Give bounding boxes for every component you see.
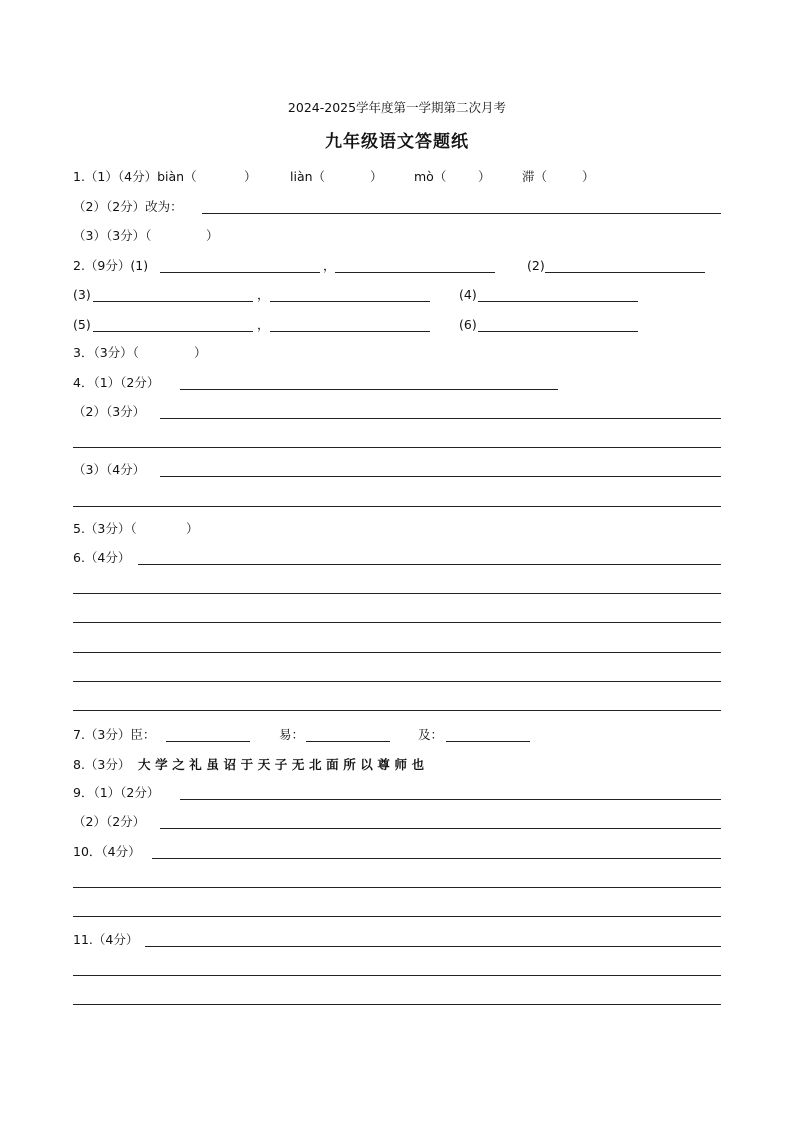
- q2-num-6: (6): [459, 317, 477, 332]
- q6-answer-line-1[interactable]: [138, 564, 721, 565]
- q9-part1-label: 9．（1）（2分）: [73, 785, 160, 800]
- q1-bracket-close-4: ）: [582, 169, 595, 184]
- q7-label-ji: 及：: [418, 727, 444, 742]
- q4-part1-answer-line[interactable]: [180, 389, 558, 390]
- q11-label: 11.（4分）: [73, 932, 139, 947]
- q4-part2-answer-line-2[interactable]: [73, 447, 721, 448]
- q7-label: 7.（3分）臣：: [73, 727, 156, 742]
- q2-answer-line-1a[interactable]: [160, 272, 320, 273]
- q3-close: ）: [194, 345, 207, 360]
- q2-answer-line-3a[interactable]: [93, 301, 253, 302]
- q2-answer-line-4[interactable]: [478, 301, 638, 302]
- q7-label-yi: 易：: [279, 727, 305, 742]
- q1-pinyin-lian: liàn（: [290, 169, 326, 184]
- q5-close: ）: [186, 521, 199, 536]
- q2-comma-3: ，: [257, 287, 270, 302]
- q8-label: 8.（3分）: [73, 757, 131, 772]
- q9-part2-label: （2）（2分）: [73, 814, 146, 829]
- q1-part3-close: ）: [206, 228, 219, 243]
- q7-answer-line-yi[interactable]: [306, 741, 390, 742]
- q10-answer-line-2[interactable]: [73, 887, 721, 888]
- exam-subtitle: 2024-2025学年度第一学期第二次月考: [287, 100, 507, 115]
- q10-answer-line-3[interactable]: [73, 916, 721, 917]
- page-title: 九年级语文答题纸: [325, 132, 469, 152]
- q8-sentence: 大学之礼虽诏于天子无北面所以尊师也: [138, 757, 429, 772]
- q7-answer-line-ji[interactable]: [446, 741, 530, 742]
- q2-answer-line-3b[interactable]: [270, 301, 430, 302]
- q2-answer-line-6[interactable]: [478, 331, 638, 332]
- q1-bracket-close-2: ）: [370, 169, 383, 184]
- q2-num-4: (4): [459, 287, 477, 302]
- q9-part2-answer-line[interactable]: [160, 828, 721, 829]
- q7-answer-line-chen[interactable]: [166, 741, 250, 742]
- q9-part1-answer-line[interactable]: [180, 799, 721, 800]
- q1-part2-label: （2）（2分）改为：: [73, 199, 183, 214]
- q11-answer-line-3[interactable]: [73, 1004, 721, 1005]
- q4-part2-answer-line-1[interactable]: [160, 418, 721, 419]
- q1-bracket-close-1: ）: [244, 169, 257, 184]
- q6-answer-line-6[interactable]: [73, 710, 721, 711]
- q11-answer-line-1[interactable]: [145, 946, 721, 947]
- q2-answer-line-5a[interactable]: [93, 331, 253, 332]
- q2-num-5: (5): [73, 317, 91, 332]
- q6-label: 6.（4分）: [73, 550, 131, 565]
- q1-part2-answer-line[interactable]: [202, 213, 721, 214]
- q2-num-2: (2): [527, 258, 545, 273]
- q1-char-zhi: 滞（: [522, 169, 548, 184]
- q6-answer-line-5[interactable]: [73, 681, 721, 682]
- q2-answer-line-5b[interactable]: [270, 331, 430, 332]
- q3-label: 3．（3分）（: [73, 345, 139, 360]
- q2-label: 2.（9分）(1): [73, 258, 149, 273]
- q1-part3-label: （3）（3分）（: [73, 228, 152, 243]
- q4-part3-label: （3）（4分）: [73, 462, 146, 477]
- q6-answer-line-4[interactable]: [73, 652, 721, 653]
- q5-label: 5.（3分）（: [73, 521, 137, 536]
- q2-num-3: (3): [73, 287, 91, 302]
- q1-line1-label: 1.（1）（4分）biàn（: [73, 169, 197, 184]
- q2-comma: ，: [323, 258, 336, 273]
- q4-part3-answer-line-2[interactable]: [73, 506, 721, 507]
- q2-comma-5: ，: [257, 317, 270, 332]
- q6-answer-line-3[interactable]: [73, 622, 721, 623]
- q10-answer-line-1[interactable]: [152, 858, 721, 859]
- q1-pinyin-mo: mò（: [414, 169, 447, 184]
- q10-label: 10．（4分）: [73, 844, 141, 859]
- q2-answer-line-2[interactable]: [545, 272, 705, 273]
- q4-part3-answer-line-1[interactable]: [160, 476, 721, 477]
- q6-answer-line-2[interactable]: [73, 593, 721, 594]
- q4-part1-label: 4．（1）（2分）: [73, 375, 160, 390]
- q1-bracket-close-3: ）: [478, 169, 491, 184]
- q4-part2-label: （2）（3分）: [73, 404, 146, 419]
- q11-answer-line-2[interactable]: [73, 975, 721, 976]
- q2-answer-line-1b[interactable]: [335, 272, 495, 273]
